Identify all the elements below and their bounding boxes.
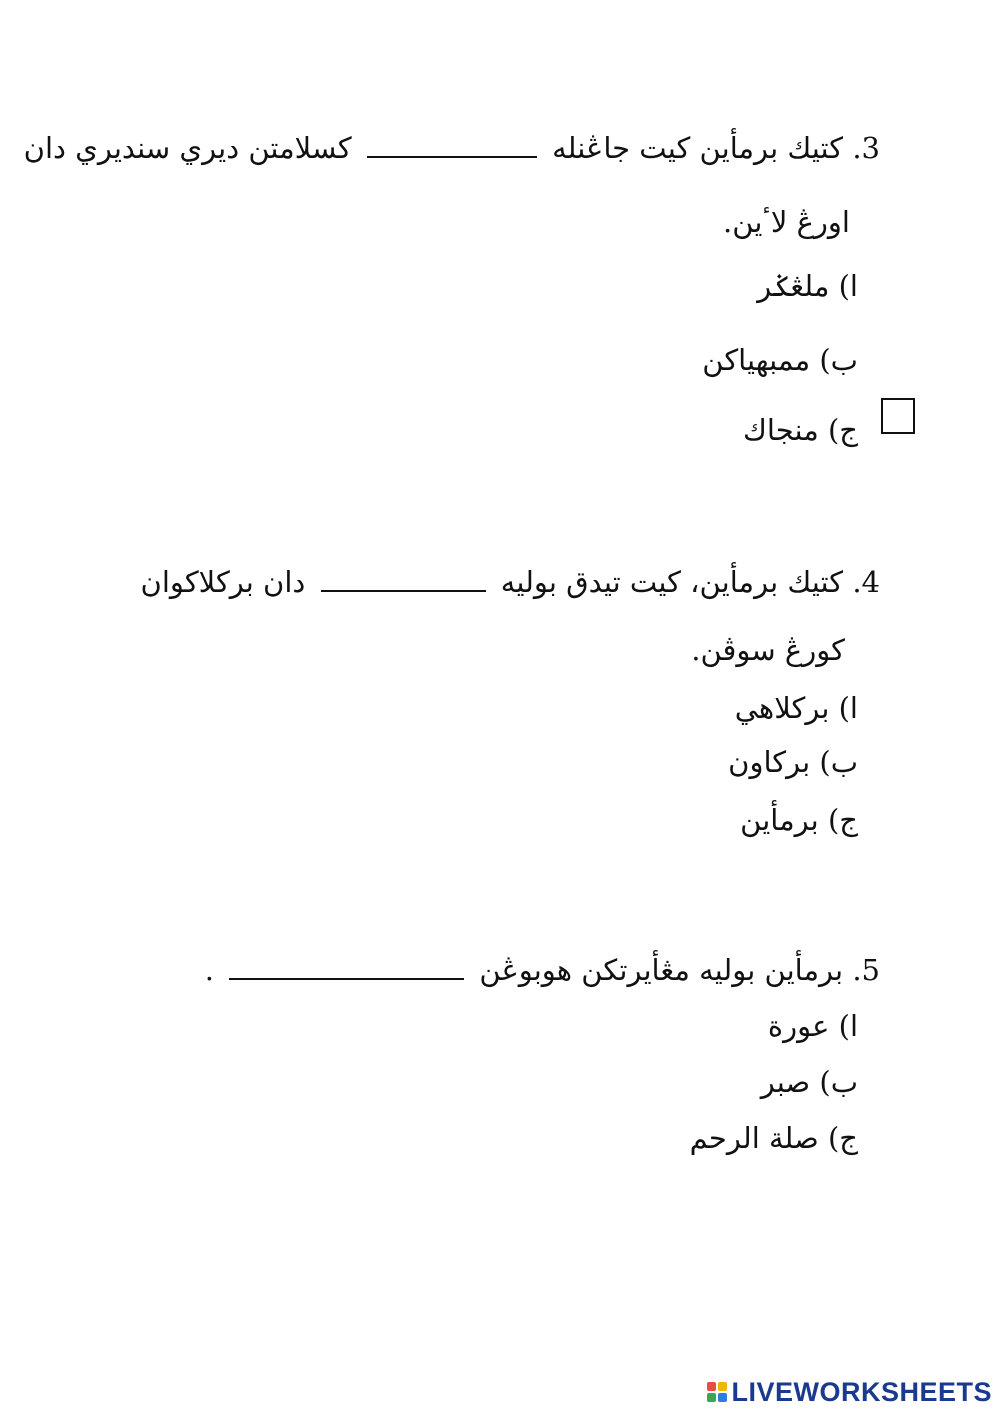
q4-option-a[interactable]: ا) بركلاهي [734,691,858,725]
q3-stem-after: كسلامتن ديري سنديري دان [23,131,352,165]
q5-option-a[interactable]: ا) عورة [767,1009,858,1043]
brand-name: LIVEWORKSHEETS [731,1376,992,1407]
q3-option-a[interactable]: ا) ملڠݢر [757,269,858,303]
q5-option-b[interactable]: ب) صبر [760,1065,858,1099]
q3-stem-before: كتيك برمأين كيت جاڠنله [552,131,844,165]
q4-stem-after: دان بركلاكوان [140,565,306,599]
q3-option-c[interactable]: ج) منجاك [743,413,858,447]
q4-stem-before: كتيك برمأين، كيت تيدق بوليه [500,565,844,599]
q5-number: 5. [852,953,880,987]
q5-stem-before: برمأين بوليه مڠأيرتكن هوبوڠن [479,953,844,987]
q3-number: 3. [852,131,880,165]
q3-stem-line2: اورڠ لاٴين. [723,205,850,239]
answer-checkbox[interactable] [881,398,915,434]
q3-option-b[interactable]: ب) ممبهياكن [702,343,858,377]
q3-stem-line1 [24,128,880,168]
q4-stem-line2: كورڠ سوڤن. [691,633,845,667]
q4-option-b[interactable]: ب) بركاون [728,745,858,779]
q4-number: 4. [852,565,880,599]
q5-stem-after: . [204,953,214,987]
q5-option-c[interactable]: ج) صلة الرحم [689,1121,858,1155]
q4-stem-line1 [141,562,880,602]
q4-option-c[interactable]: ج) برمأين [740,803,858,837]
q5-stem-line1 [205,950,880,990]
q4-blank [321,568,486,592]
q3-blank [367,134,537,158]
liveworksheets-logo [707,1377,992,1407]
logo-icon [707,1382,727,1402]
q5-blank [229,956,464,980]
